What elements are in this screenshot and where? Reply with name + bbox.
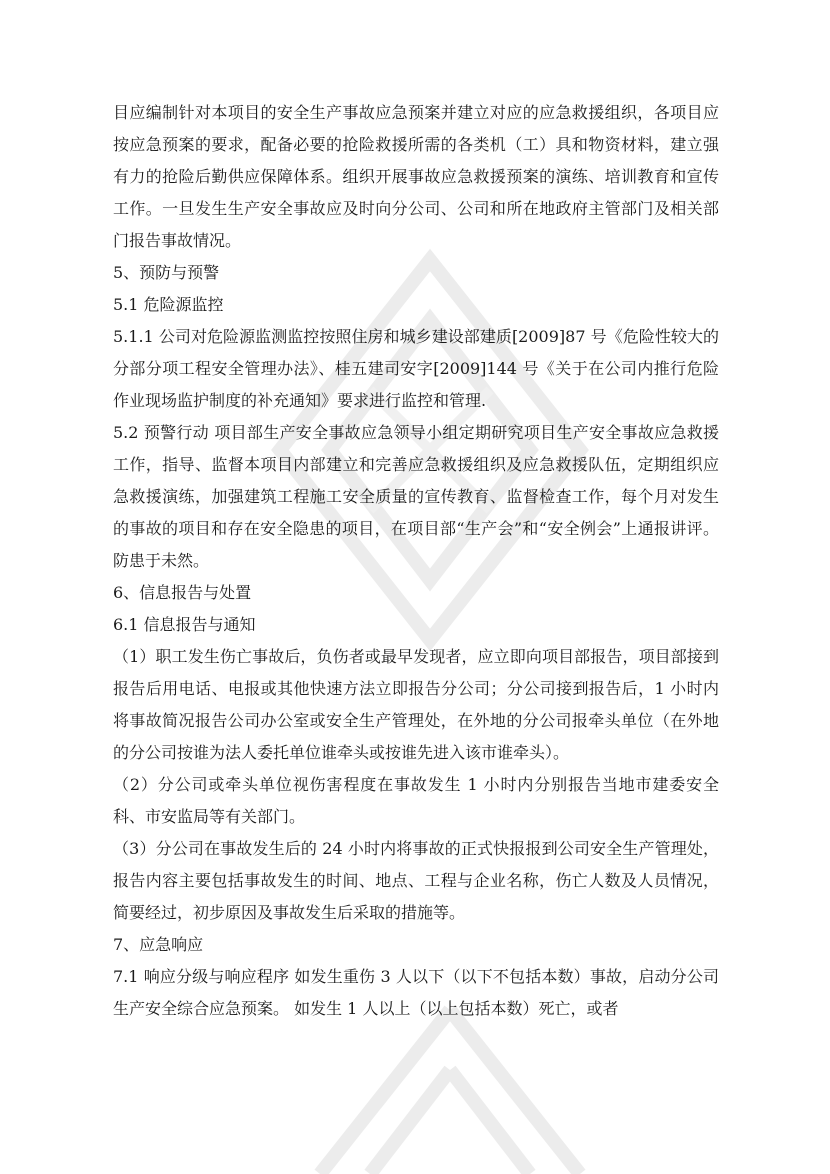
section-heading-7: 7、应急响应 bbox=[113, 935, 204, 954]
subsection-heading-6-1: 6.1 信息报告与通知 bbox=[113, 615, 256, 634]
paragraph-6-1-item-2: （2）分公司或牵头单位视伤害程度在事故发生 1 小时内分别报告当地市建委安全科、市安监局等有关部门。 bbox=[113, 775, 719, 826]
paragraph-intro: 目应编制针对本项目的安全生产事故应急预案并建立对应的应急救援组织，各项目应按应急预案的要求，配备必要的抢险救援所需的各类机（工）具和物资材料，建立强有力的抢险后勤供应保障体系。组织开展事故应急救援预案的演练、培训教育和宣传工作。一旦发生生产安全事故应及时向分公司、公司和所在地政府主管部门及相关部门报告事故情况。 bbox=[113, 103, 719, 250]
document-body bbox=[113, 97, 719, 1025]
paragraph-7-1: 7.1 响应分级与响应程序 如发生重伤 3 人以下（以下不包括本数）事故，启动分公司生产安全综合应急预案。 如发生 1 人以上（以上包括本数）死亡，或者 bbox=[113, 967, 719, 1018]
paragraph-5-2: 5.2 预警行动 项目部生产安全事故应急领导小组定期研究项目生产安全事故应急救援工作，指导、监督本项目内部建立和完善应急救援组织及应急救援队伍，定期组织应急救援演练，加强建筑工程施工安全质量的宣传教育、监督检查工作，每个月对发生的事故的项目和存在安全隐患的项目，在项目部“生产会”和“安全例会”上通报讲评。防患于未然。 bbox=[113, 423, 719, 570]
section-heading-6: 6、信息报告与处置 bbox=[113, 583, 252, 602]
paragraph-6-1-item-3: （3）分公司在事故发生后的 24 小时内将事故的正式快报报到公司安全生产管理处，报告内容主要包括事故发生的时间、地点、工程与企业名称，伤亡人数及人员情况，简要经过，初步原因及事故发生后采取的措施等。 bbox=[113, 839, 719, 922]
paragraph-5-1-1: 5.1.1 公司对危险源监测监控按照住房和城乡建设部建质[2009]87 号《危险性较大的分部分项工程安全管理办法》、桂五建司安字[2009]144 号《关于在公司内推行危险作业现场监护制度的补充通知》要求进行监控和管理. bbox=[113, 327, 719, 410]
paragraph-6-1-item-1: （1）职工发生伤亡事故后，负伤者或最早发现者，应立即向项目部报告，项目部接到报告后用电话、电报或其他快速方法立即报告分公司；分公司接到报告后，1 小时内将事故简况报告公司办公室或安全生产管理处，在外地的分公司报牵头单位（在外地的分公司按谁为法人委托单位谁牵头或按谁先进入该市谁牵头）。 bbox=[113, 647, 719, 762]
section-heading-5: 5、预防与预警 bbox=[113, 263, 220, 282]
subsection-heading-5-1: 5.1 危险源监控 bbox=[113, 295, 224, 314]
